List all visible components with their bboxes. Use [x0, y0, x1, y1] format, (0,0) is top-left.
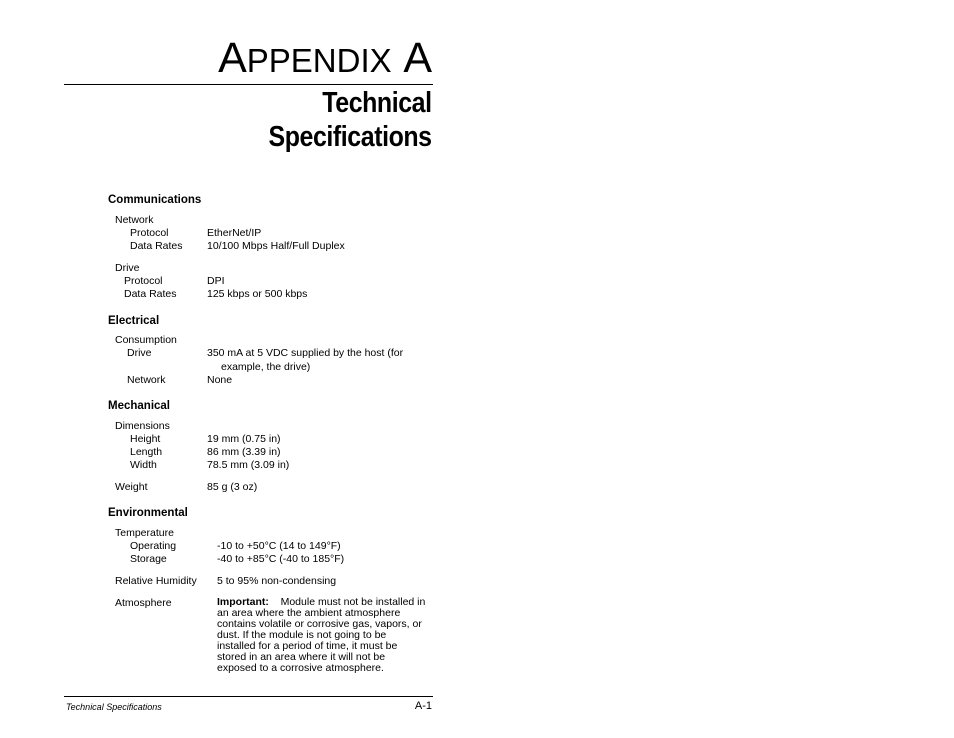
communications-heading: Communications — [108, 194, 202, 206]
height-label: Height — [130, 433, 161, 445]
network-label: Network — [115, 214, 154, 226]
page-title-line-2: Specifications — [268, 121, 432, 153]
consumption-label: Consumption — [115, 334, 177, 346]
appendix-heading — [218, 34, 432, 85]
consumption-drive-value: 350 mA at 5 VDC supplied by the host (for — [207, 347, 404, 359]
consumption-network-label: Network — [127, 374, 166, 386]
drive-rates-value: 125 kbps or 500 kbps — [207, 288, 308, 300]
weight-label: Weight — [115, 481, 148, 493]
appendix-initial: A — [218, 34, 247, 82]
drive-protocol-label: Protocol — [124, 275, 163, 287]
network-protocol-value: EtherNet/IP — [207, 227, 262, 239]
network-rates-label: Data Rates — [130, 240, 183, 252]
atmosphere-label: Atmosphere — [115, 597, 172, 609]
humidity-value: 5 to 95% non-condensing — [217, 575, 337, 587]
consumption-drive-value-cont: example, the drive) — [221, 361, 311, 373]
atmosphere-note — [217, 597, 427, 674]
temperature-label: Temperature — [115, 527, 174, 539]
page-title — [269, 86, 432, 154]
drive-rates-label: Data Rates — [124, 288, 177, 300]
storage-label: Storage — [130, 553, 167, 565]
width-label: Width — [130, 459, 157, 471]
storage-value: -40 to +85°C (-40 to 185°F) — [217, 553, 345, 565]
appendix-letter: A — [403, 34, 432, 82]
operating-value: -10 to +50°C (14 to 149°F) — [217, 540, 341, 552]
environmental-heading: Environmental — [108, 507, 188, 519]
weight-value: 85 g (3 oz) — [207, 481, 258, 493]
network-protocol-label: Protocol — [130, 227, 169, 239]
dimensions-label: Dimensions — [115, 420, 170, 432]
page-title-line-1: Technical — [322, 87, 432, 119]
mechanical-heading: Mechanical — [108, 400, 170, 412]
length-value: 86 mm (3.39 in) — [207, 446, 281, 458]
page-number: A-1 — [414, 700, 432, 712]
operating-label: Operating — [130, 540, 177, 552]
length-label: Length — [130, 446, 163, 458]
humidity-label: Relative Humidity — [115, 575, 197, 587]
height-value: 19 mm (0.75 in) — [207, 433, 281, 445]
header-rule — [64, 84, 433, 85]
consumption-drive-label: Drive — [127, 347, 152, 359]
drive-label: Drive — [115, 262, 140, 274]
footer-rule — [64, 696, 433, 697]
network-rates-value: 10/100 Mbps Half/Full Duplex — [207, 240, 345, 252]
footer-section-title: Technical Specifications — [66, 702, 162, 712]
drive-protocol-value: DPI — [207, 275, 225, 287]
electrical-heading: Electrical — [108, 315, 160, 327]
atmosphere-text: Module must not be installed in an area where the ambient atmosphere contains volatile or corrosive gas, vapors, or dust. If the module is not going to be installed for a period of time, it must be stored in an area where it will not be exposed to a corrosive atmosphere. — [217, 596, 426, 674]
important-label: Important: — [217, 596, 269, 608]
width-value: 78.5 mm (3.09 in) — [207, 459, 290, 471]
appendix-word-rest: PPENDIX — [246, 42, 392, 79]
consumption-network-value: None — [207, 374, 233, 386]
